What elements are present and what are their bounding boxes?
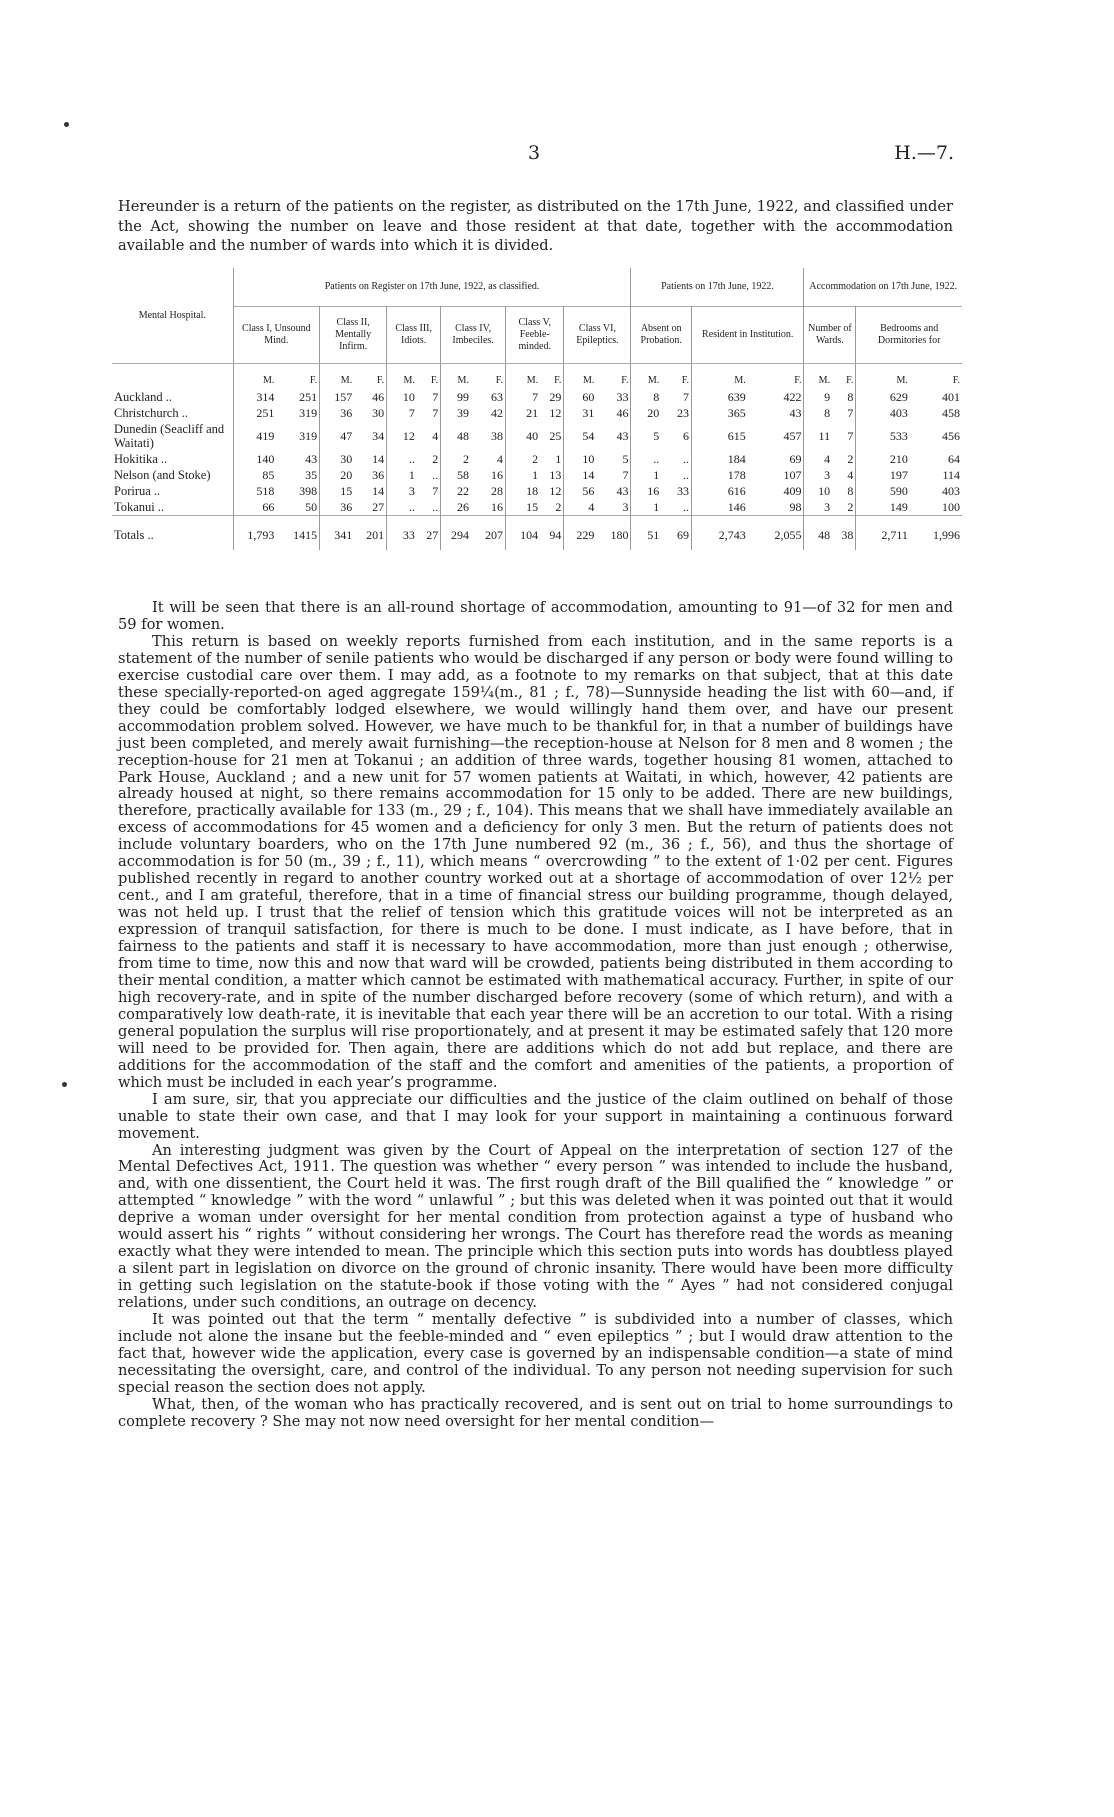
table-cell: 533 [856,421,910,451]
table-cell: 22 [441,483,471,499]
class-6-header: Class VI, Epileptics. [564,307,631,364]
male-header: M. [506,364,541,390]
male-header: M. [856,364,910,390]
table-cell: .. [631,451,661,467]
table-cell: 2 [555,500,562,514]
female-header: F. [430,375,439,386]
group-accommodation-header: Accommodation on 17th June, 1922. [804,268,962,307]
table-cell: 2,743 [692,516,748,551]
table-cell: 319 [299,406,318,420]
page-header [0,142,1114,172]
table-cell: 36 [372,468,385,482]
table-cell: 3 [387,483,417,499]
table-cell: 16 [631,483,661,499]
table-cell: 98 [789,500,802,514]
table-cell: 518 [233,483,276,499]
table-cell: 8 [847,484,854,498]
table-cell: 36 [320,499,355,516]
hospital-name: Tokanui .. [114,500,165,514]
table-cell: 7 [432,390,439,404]
table-cell: 365 [692,405,748,421]
table-cell: 419 [233,421,276,451]
table-cell: 54 [564,421,596,451]
table-cell: 46 [616,406,629,420]
page-number: 3 [528,142,541,164]
male-header: M. [692,364,748,390]
hospital-name: Hokitika .. [114,452,168,466]
intro-paragraph: Hereunder is a return of the patients on the register, as distributed on the 17th June, 1922, and classified under the Act, showing the number on leave and those resident at that date, together with the accommodation available and the number of wards into which it is divided. [118,198,953,254]
table-row [112,405,962,421]
female-header: F. [554,375,562,386]
body-text [118,600,953,1431]
table-cell: 50 [305,500,318,514]
hospital-name: Auckland .. [114,390,172,404]
table-cell: 69 [677,528,689,542]
table-cell: 33 [616,390,629,404]
table-cell: 294 [441,516,471,551]
table-cell: 157 [320,389,355,405]
table-cell: 8 [804,405,832,421]
hospital-name: Dunedin (Seacliff and Waitati) [114,422,225,450]
table-cell: 33 [387,516,417,551]
female-header: F. [376,375,385,386]
table-cell: 64 [948,452,960,466]
table-cell: 42 [491,406,504,420]
table-cell: 2 [506,451,541,467]
table-cell: 341 [320,516,355,551]
table-cell: 39 [441,405,471,421]
table-cell: 4 [432,429,439,443]
table-cell: 4 [804,451,832,467]
table-cell: 639 [692,389,748,405]
female-header: F. [952,375,960,386]
table-cell: 590 [856,483,910,499]
table-cell: 40 [506,421,541,451]
document-code: H.—7. [894,142,954,164]
table-cell: 34 [372,429,385,443]
table-cell: 12 [549,484,562,498]
table-cell: 13 [549,468,562,482]
table-cell: 10 [564,451,596,467]
body-paragraph: This return is based on weekly reports furnished from each institution, and in the same reports is a statement of the number of senile patients who would be discharged if any person or body were found willing to exercise custodial care over them. I may add, as a footnote to my remarks on that subject, that at this date these specially-reported-on aged aggregate 159¼(m., 81 ; f., 78)—Sunnyside heading the list with 60—and, if they could be comfortably lodged elsewhere, we would willingly hand them over, and have our present accommodation problem solved. However, we have much to be thankful for, in that a number of buildings have just been completed, and merely await furnishing—the reception-house at Nelson for 8 men and 8 women ; the reception-house for 21 men at Tokanui ; an addition of three wards, together housing 81 women, attached to Park House, Auckland ; and a new unit for 57 women patients at Waitati, in which, however, 42 patients are already housed at night, so there remains accommodation for 15 only to be added. There are new buildings, therefore, practically available for 133 (m., 29 ; f., 104). This means that we shall have immediately available an excess of accommodations for 45 women and a deficiency for only 3 men. But the return of patients does not include voluntary boarders, who on the 17th June numbered 92 (m., 36 ; f., 56), and thus the shortage of accommodation is for 50 (m., 39 ; f., 11), which means “ overcrowding ” to the extent of 1·02 per cent. Figures published recently in regard to another country worked out at a shortage of accommodation of over 12½ per cent., and I am grateful, therefore, that in a time of financial stress our building programme, though delayed, was not held up. I trust that the relief of tension which this gratitude voices will not be interpreted as an expression of tranquil satisfaction, for there is much to be done. I must indicate, as I have before, that in fairness to the patients and staff it is necessary to have accommodation, more than just enough ; otherwise, from time to time, now this and now that ward will be crowded, patients being distributed in them according to their mental condition, a matter which cannot be estimated with mathematical accuracy. Further, in spite of our high recovery-rate, and in spite of the number discharged before recovery (some of which return), and with a comparatively low death-rate, it is inevitable that each year there will be an accretion to our total. With a rising general population the surplus will rise proportionately, and at present it may be estimated safely that 120 more will need to be provided for. Then again, there are additions which do not add but replace, and there are additions for the accommodation of the staff and the comfort and amenities of the patients, a proportion of which must be included in each year’s programme. [118,632,953,1091]
table-cell: 56 [564,483,596,499]
table-cell: 401 [942,390,960,404]
table-cell: 4 [497,452,504,466]
table-cell: 1 [506,467,541,483]
table-cell: 140 [233,451,276,467]
table-cell: 403 [856,405,910,421]
table-cell: 15 [506,499,541,516]
table-cell: 20 [320,467,355,483]
table-cell: 69 [789,452,802,466]
table-cell: 46 [372,390,385,404]
table-cell: 7 [506,389,541,405]
table-cell: 1 [555,452,562,466]
table-cell: 2 [432,452,439,466]
table-cell: 43 [789,406,802,420]
hospital-name: Porirua .. [114,484,161,498]
table-cell: 409 [783,484,802,498]
blank-cell [112,364,233,390]
table-cell: 1415 [293,528,318,542]
table-cell: 2 [441,451,471,467]
female-header: F. [495,375,504,386]
table-row [112,451,962,467]
col-hospital-header: Mental Hospital. [112,268,233,364]
table-cell: 3 [804,467,832,483]
table-row [112,483,962,499]
table-cell: 18 [506,483,541,499]
table-cell: .. [683,500,689,514]
totals-row [112,516,962,551]
table-cell: 14 [564,467,596,483]
sex-header-row [112,364,962,390]
table-cell: 1 [631,499,661,516]
table-cell: 30 [372,406,385,420]
table-cell: 66 [233,499,276,516]
table-cell: 10 [387,389,417,405]
female-header: F. [681,375,689,386]
table-cell: 16 [491,500,504,514]
male-header: M. [441,364,471,390]
body-paragraph: I am sure, sir, that you appreciate our difficulties and the justice of the claim outlined on behalf of those unable to state their own case, and that I may look for your support in maintaining a continuous forward movement. [118,1090,953,1142]
body-paragraph: What, then, of the woman who has practically recovered, and is sent out on trial to home surroundings to complete recovery ? She may not now need oversight for her mental condition— [118,1395,953,1430]
table-cell: 5 [622,452,629,466]
table-cell: 197 [856,467,910,483]
table-cell: 33 [677,484,689,498]
table-cell: 2 [847,500,854,514]
table-cell: 23 [677,406,689,420]
body-paragraph: It was pointed out that the term “ mentally defective ” is subdivided into a number of classes, which include not alone the insane but the feeble-minded and “ even epileptics ” ; but I would draw attention to the fact that, however wide the application, every case is governed by an indispensable condition—a state of mind necessitating the oversight, care, and control of the individual. To any person not needing supervision for such special reason the section does not apply. [118,1311,953,1396]
table-cell: 149 [856,499,910,516]
table-cell: 7 [683,390,689,404]
table-cell: 28 [491,484,504,498]
female-header: F. [309,375,318,386]
table-cell: 114 [942,468,960,482]
hospital-name: Totals .. [114,528,154,542]
table-cell: 7 [432,484,439,498]
table-cell: 6 [683,429,689,443]
table-cell: 403 [942,484,960,498]
table-cell: 38 [841,528,854,542]
margin-dot [62,1082,67,1087]
table-cell: 47 [320,421,355,451]
table-cell: 319 [299,429,318,443]
hospital-name: Christchurch .. [114,406,188,420]
table-cell: 12 [387,421,417,451]
table-cell: 16 [491,468,504,482]
table-cell: 14 [372,484,385,498]
table-cell: 38 [491,429,504,443]
table-cell: 616 [692,483,748,499]
absent-header: Absent on Probation. [631,307,692,364]
table-cell: 21 [506,405,541,421]
table-cell: 178 [692,467,748,483]
class-2-header: Class II, Mentally Infirm. [320,307,387,364]
table-cell: 629 [856,389,910,405]
table-cell: 422 [783,390,802,404]
table-cell: 43 [305,452,318,466]
class-1-header: Class I, Unsound Mind. [233,307,320,364]
table-cell: 100 [942,500,960,514]
table-row [112,421,962,451]
table-cell: 2,055 [774,528,802,542]
male-header: M. [631,364,661,390]
patients-return-table [112,268,962,550]
table-cell: 207 [485,528,504,542]
group-patients-header: Patients on 17th June, 1922. [631,268,804,307]
table-cell: 15 [320,483,355,499]
table-cell: 20 [631,405,661,421]
table-cell: 398 [299,484,318,498]
table-cell: 11 [804,421,832,451]
group-register-header: Patients on Register on 17th June, 1922, as classified. [233,268,631,307]
table-cell: 229 [564,516,596,551]
table-cell: .. [387,451,417,467]
male-header: M. [804,364,832,390]
table-cell: 8 [631,389,661,405]
table-cell: 30 [320,451,355,467]
table-row [112,499,962,516]
table-cell: 48 [441,421,471,451]
table-row [112,389,962,405]
table-cell: 10 [804,483,832,499]
table-cell: 7 [387,405,417,421]
table-cell: 7 [847,429,854,443]
table-cell: 94 [549,528,562,542]
table-cell: 201 [366,528,385,542]
table-cell: 51 [631,516,661,551]
table-cell: 63 [491,390,504,404]
table-cell: 7 [622,468,629,482]
wards-header: Number of Wards. [804,307,856,364]
table-cell: .. [387,499,417,516]
table-cell: 1,793 [233,516,276,551]
table-cell: 27 [372,500,385,514]
table-cell: 29 [549,390,562,404]
table-cell: 3 [804,499,832,516]
table-cell: 26 [441,499,471,516]
table-cell: 1 [631,467,661,483]
table-cell: 4 [847,468,854,482]
table-cell: 2 [847,452,854,466]
hospital-name: Nelson (and Stoke) [114,468,211,482]
body-paragraph: An interesting judgment was given by the Court of Appeal on the interpretation of section 127 of the Mental Defectives Act, 1911. The question was whether “ every person ” was intended to include the husband, and, with one dissentient, the Court held it was. The first rough draft of the Bill qualified the “ knowledge ” or attempted “ knowledge ” with the word “ unlawful ” ; but this was deleted when it was pointed out that it would deprive a woman under oversight for her mental condition from protection against a type of husband who would assert his “ rights ” without considering her wrongs. The Court has therefore read the words as meaning exactly what they were intended to mean. The principle which this section puts into words has doubtless played a silent part in legislation on divorce on the ground of chronic insanity. There would have been more difficulty in getting such legislation on the statute-book if those voting with the “ Ayes ” had not considered conjugal relations, under such conditions, an outrage on decency. [118,1141,953,1312]
male-header: M. [320,364,355,390]
female-header: F. [621,375,629,386]
table-cell: 35 [305,468,318,482]
table-cell: 8 [847,390,854,404]
table-cell: 4 [564,499,596,516]
table-cell: .. [683,452,689,466]
table-cell: 60 [564,389,596,405]
table-cell: 107 [783,468,802,482]
table-cell: 456 [942,429,960,443]
table-cell: 85 [233,467,276,483]
body-paragraph: It will be seen that there is an all-round shortage of accommodation, amounting to 91—of 32 for men and 59 for women. [118,599,953,633]
male-header: M. [387,364,417,390]
table-cell: 43 [616,484,629,498]
table-cell: 314 [233,389,276,405]
bedrooms-header: Bedrooms and Dormitories for [856,307,962,364]
table-cell: 7 [847,406,854,420]
table-cell: 99 [441,389,471,405]
table-cell: 36 [320,405,355,421]
female-header: F. [846,375,854,386]
table-cell: 210 [856,451,910,467]
table-cell: 251 [299,390,318,404]
class-4-header: Class IV, Imbeciles. [441,307,506,364]
table-cell: 1,996 [933,528,960,542]
table-cell: 3 [622,500,629,514]
table-cell: 1 [387,467,417,483]
male-header: M. [564,364,596,390]
table-cell: 14 [372,452,385,466]
table-cell: 615 [692,421,748,451]
resident-header: Resident in Institution. [692,307,804,364]
table-body [112,364,962,551]
table-cell: 48 [804,516,832,551]
table-cell: 58 [441,467,471,483]
table-cell: 146 [692,499,748,516]
table-cell: 104 [506,516,541,551]
table-cell: 31 [564,405,596,421]
female-header: F. [794,375,802,386]
table-cell: 43 [616,429,629,443]
table-cell: .. [683,468,689,482]
table-row [112,467,962,483]
table-cell: 7 [432,406,439,420]
class-3-header: Class III, Idiots. [387,307,441,364]
table-cell: .. [432,500,439,514]
margin-dot [64,122,69,127]
table-cell: 25 [549,429,562,443]
table-cell: 2,711 [856,516,910,551]
table-cell: 180 [610,528,629,542]
class-5-header: Class V, Feeble-minded. [506,307,564,364]
male-header: M. [233,364,276,390]
table-cell: 458 [942,406,960,420]
table-cell: 184 [692,451,748,467]
table-cell: 457 [783,429,802,443]
table-cell: .. [432,468,439,482]
table-cell: 27 [426,528,439,542]
table-cell: 12 [549,406,562,420]
table-cell: 9 [804,389,832,405]
table-cell: 251 [233,405,276,421]
table-cell: 5 [631,421,661,451]
